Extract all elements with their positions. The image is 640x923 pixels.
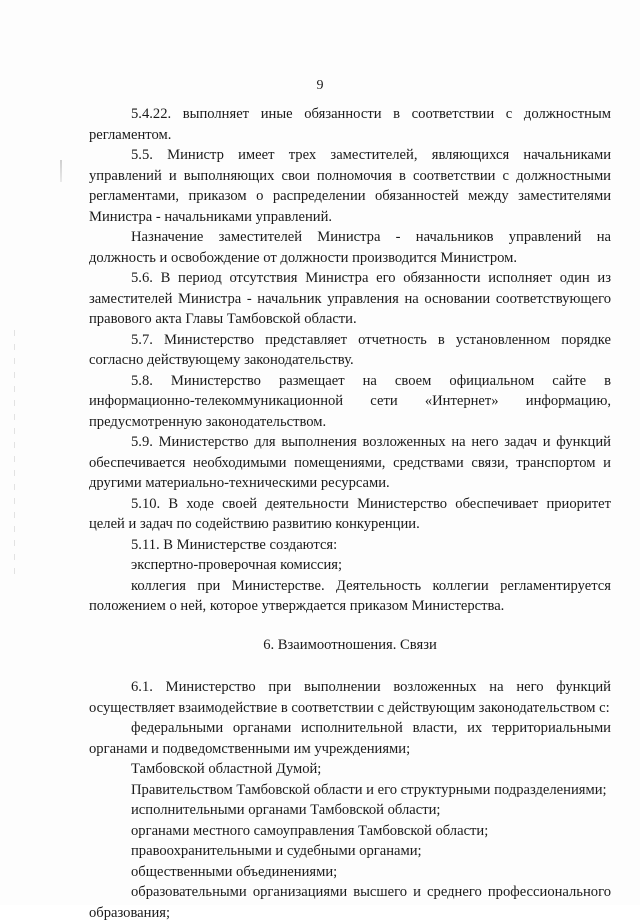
paragraph-6-1: 6.1. Министерство при выполнении возложенных на него функций осуществляет взаимодействие в соответствии с действующим законодательством с: xyxy=(89,679,611,716)
paragraph-5-6: 5.6. В период отсутствия Министра его обязанности исполняет один из заместителей Министра - начальник управления на основании соответствующего правового акта Главы Тамбовской области. xyxy=(89,270,611,327)
page-number: 9 xyxy=(316,78,324,93)
paragraph-5-11: 5.11. В Министерстве создаются: xyxy=(131,536,338,553)
list-item-regional-duma: Тамбовской областной Думой; xyxy=(131,761,322,777)
paragraph-5-10: 5.10. В ходе своей деятельности Министерство обеспечивает приоритет целей и задач по содействию развитию конкуренции. xyxy=(89,495,611,532)
list-item-commission: экспертно-проверочная комиссия; xyxy=(131,557,343,573)
list-item-local-government: органами местного самоуправления Тамбовской области; xyxy=(131,822,489,839)
paragraph-5-8: 5.8. Министерство размещает на своем официальном сайте в информационно-телекоммуникационной сети «Интернет» информацию, предусмотренную законодательством. xyxy=(89,372,611,430)
paragraph-5-7: 5.7. Министерство представляет отчетность в установленном порядке согласно действующему законодательству. xyxy=(89,331,611,368)
paragraph-deputies-appointment: Назначение заместителей Министра - начальников управлений на должность и освобождение от должности производится Министром. xyxy=(89,229,611,266)
list-item-public-associations: общественными объединениями; xyxy=(131,863,338,880)
list-item-law-enforcement: правоохранительными и судебными органами; xyxy=(131,843,422,859)
scan-artifact xyxy=(14,330,15,580)
document-body xyxy=(89,104,611,923)
list-item-government: Правительством Тамбовской области и его структурными подразделениями; xyxy=(131,781,607,798)
scan-artifact xyxy=(60,160,62,182)
paragraph-5-4-22: 5.4.22. выполняет иные обязанности в соответствии с должностным регламентом. xyxy=(89,106,611,143)
list-item-collegium: коллегия при Министерстве. Деятельность коллегии регламентируется положением о ней, которое утверждается приказом Министерства. xyxy=(89,577,611,614)
section-heading: 6. Взаимоотношения. Связи xyxy=(263,636,437,653)
list-item-educational-orgs: образовательными организациями высшего и среднего профессионального образования; xyxy=(89,884,611,921)
list-item-executive-bodies: исполнительными органами Тамбовской области; xyxy=(131,802,441,818)
list-item-federal-bodies: федеральными органами исполнительной власти, их территориальными органами и подведомственными им учреждениями; xyxy=(89,720,611,757)
paragraph-5-9: 5.9. Министерство для выполнения возложенных на него задач и функций обеспечивается необходимыми помещениями, средствами связи, транспортом и другими материально-техническими ресурсами. xyxy=(89,434,611,491)
paragraph-5-5: 5.5. Министр имеет трех заместителей, являющихся начальниками управлений и выполняющих свои полномочия в соответствии с должностными регламентами, приказом о распределении обязанностей между заместителями Министра - начальниками управлений. xyxy=(89,147,611,225)
